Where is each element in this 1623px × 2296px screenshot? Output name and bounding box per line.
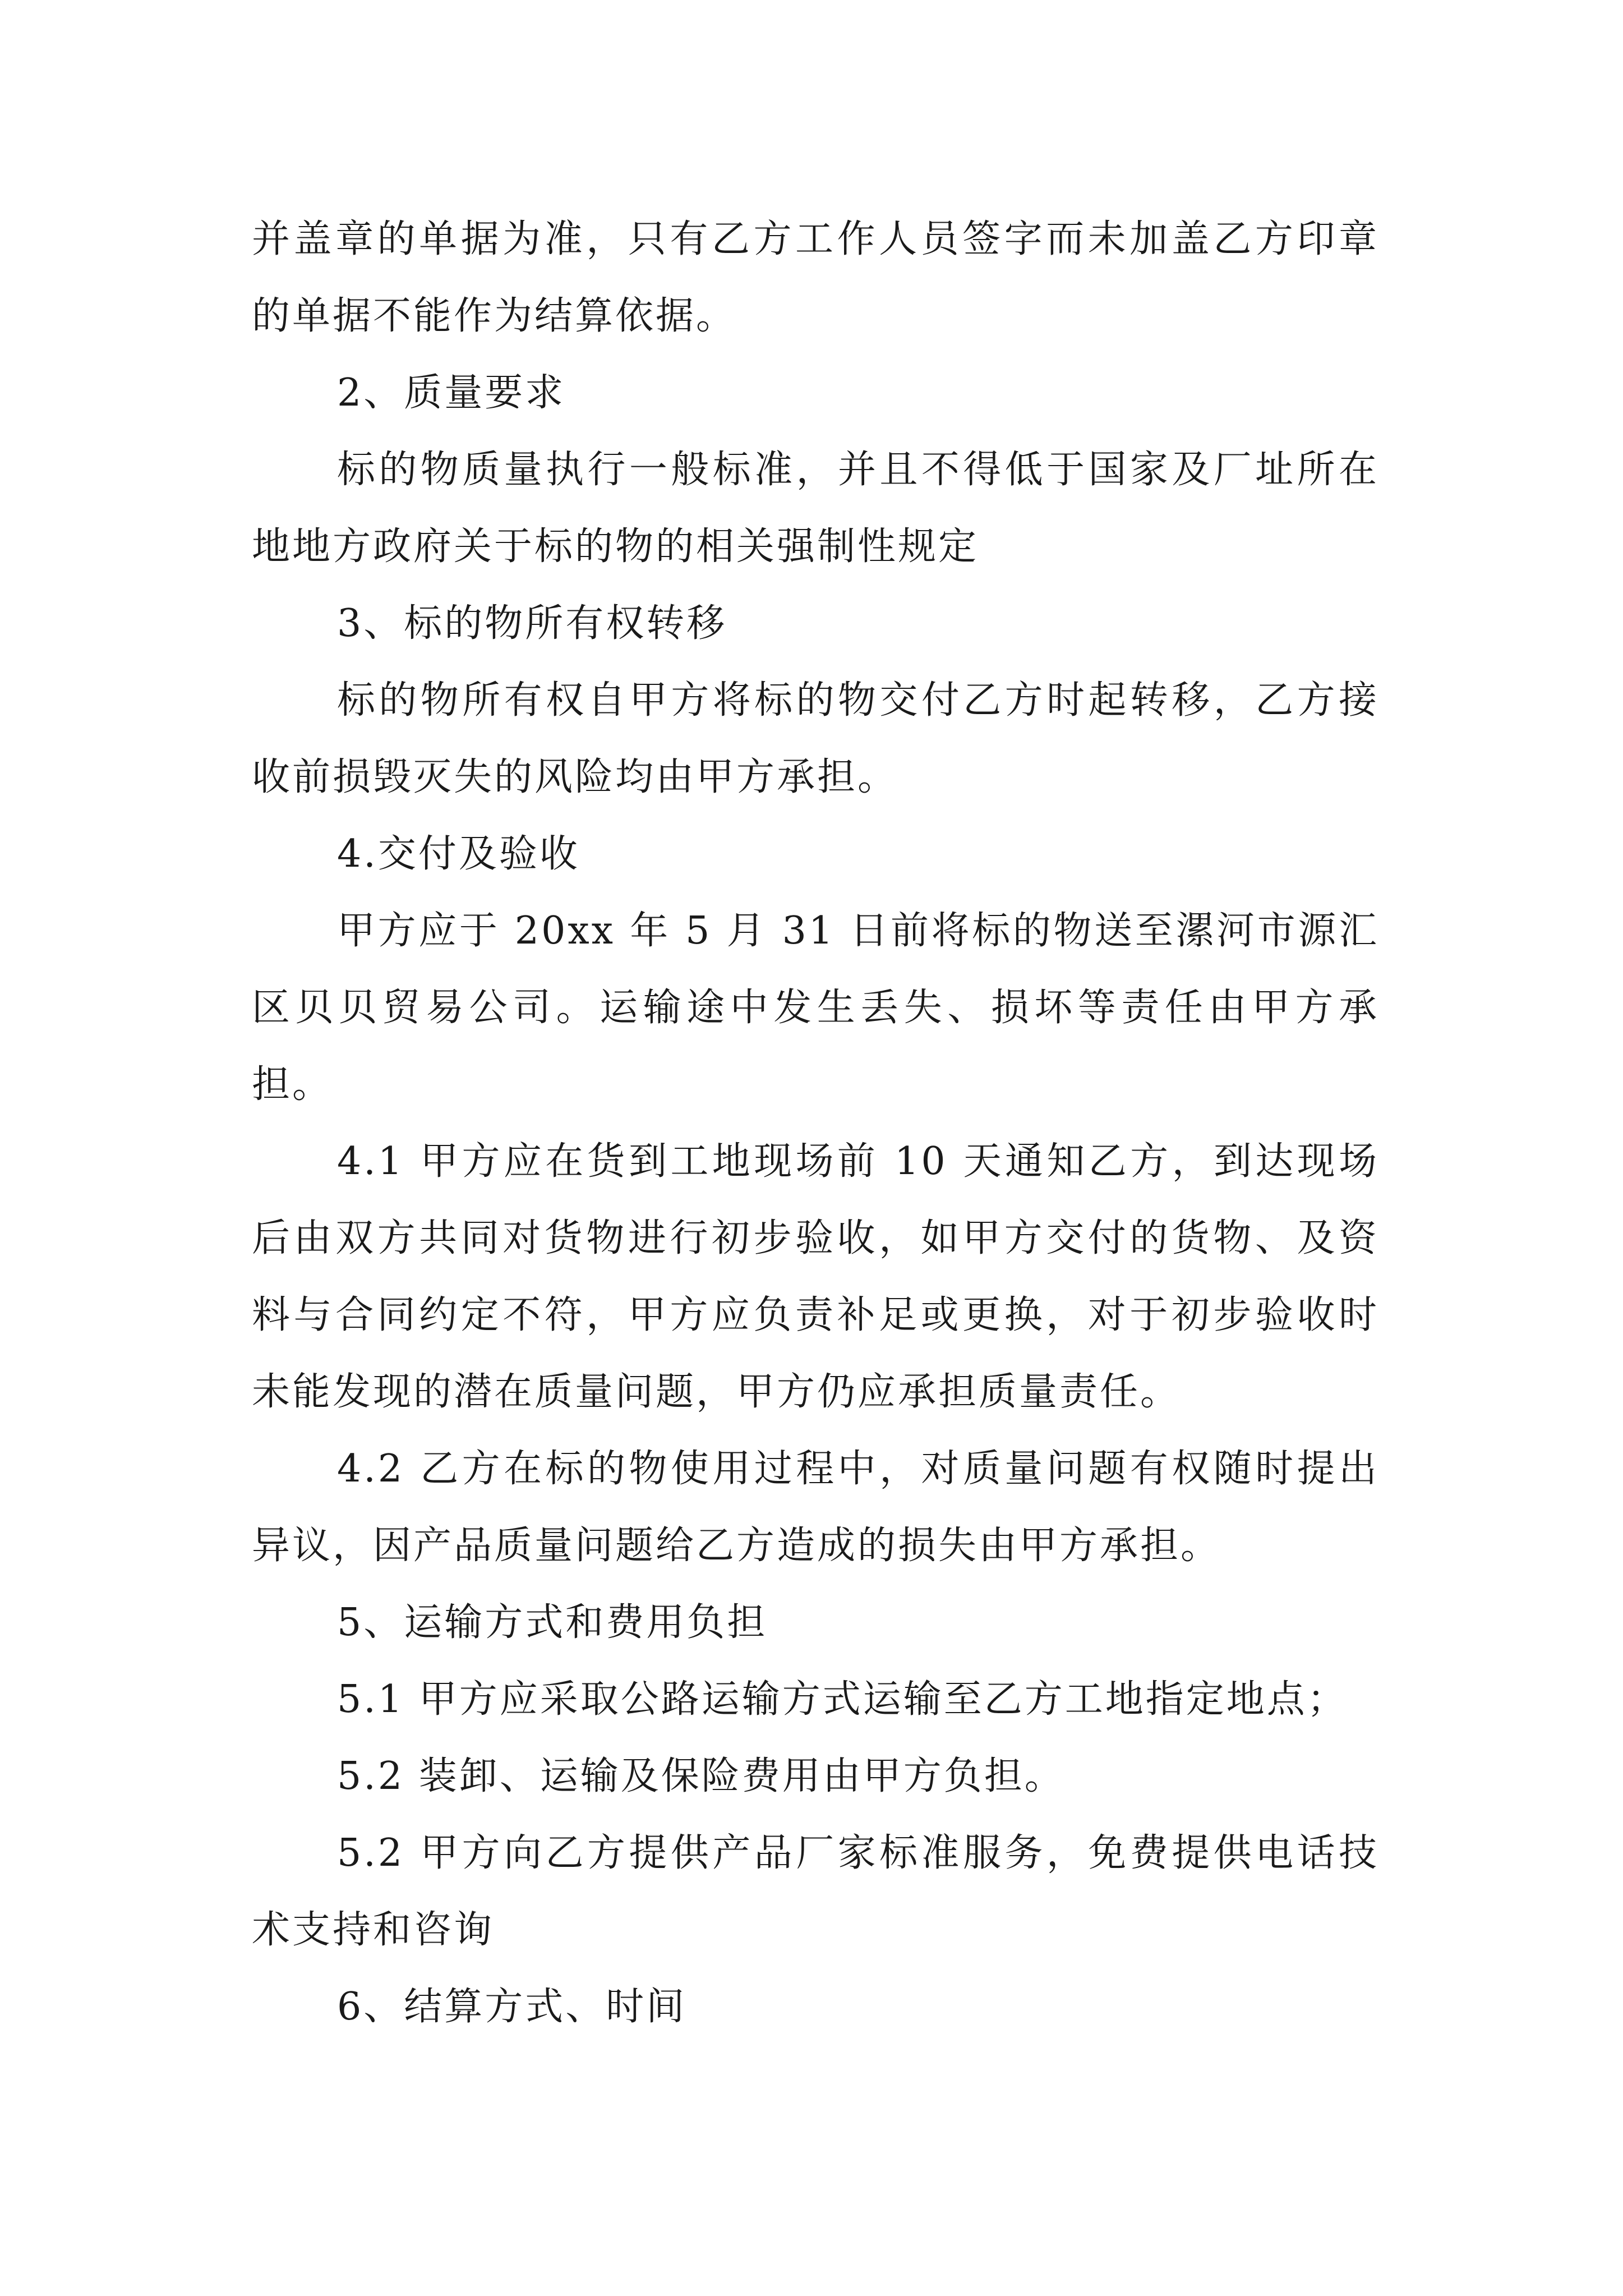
paragraph-delivery-4-2: 4.2 乙方在标的物使用过程中，对质量问题有权随时提出异议，因产品质量问题给乙方造成的损失由甲方承担。 bbox=[252, 1447, 1379, 1568]
paragraph-quality: 标的物质量执行一般标准，并且不得低于国家及厂址所在地地方政府关于标的物的相关强制性规定 bbox=[252, 448, 1379, 569]
paragraph-transport-5-2b: 5.2 甲方向乙方提供产品厂家标准服务，免费提供电话技术支持和咨询 bbox=[252, 1831, 1379, 1952]
paragraph-delivery-4-1: 4.1 甲方应在货到工地现场前 10 天通知乙方，到达现场后由双方共同对货物进行初步验收，如甲方交付的货物、及资料与合同约定不符，甲方应负责补足或更换，对于初步验收时未能发现的潜在质量问题，甲方仍应承担质量责任。 bbox=[252, 1139, 1379, 1414]
document-body bbox=[252, 201, 1379, 2045]
paragraph-ownership: 标的物所有权自甲方将标的物交付乙方时起转移，乙方接收前损毁灭失的风险均由甲方承担。 bbox=[252, 678, 1379, 799]
section-heading-ownership: 3、标的物所有权转移 bbox=[337, 601, 727, 646]
paragraph-continuation: 并盖章的单据为准，只有乙方工作人员签字而未加盖乙方印章的单据不能作为结算依据。 bbox=[252, 217, 1379, 338]
section-heading-delivery: 4.交付及验收 bbox=[337, 832, 580, 876]
paragraph-transport-5-2a: 5.2 装卸、运输及保险费用由甲方负担。 bbox=[337, 1754, 1065, 1798]
paragraph-transport-5-1: 5.1 甲方应采取公路运输方式运输至乙方工地指定地点； bbox=[337, 1677, 1348, 1722]
paragraph-delivery: 甲方应于 20xx 年 5 月 31 日前将标的物送至漯河市源汇区贝贝贸易公司。运输途中发生丢失、损坏等责任由甲方承担。 bbox=[252, 909, 1379, 1107]
section-heading-quality: 2、质量要求 bbox=[337, 371, 566, 415]
section-heading-transport: 5、运输方式和费用负担 bbox=[337, 1600, 768, 1645]
section-heading-settlement: 6、结算方式、时间 bbox=[337, 1985, 687, 2029]
